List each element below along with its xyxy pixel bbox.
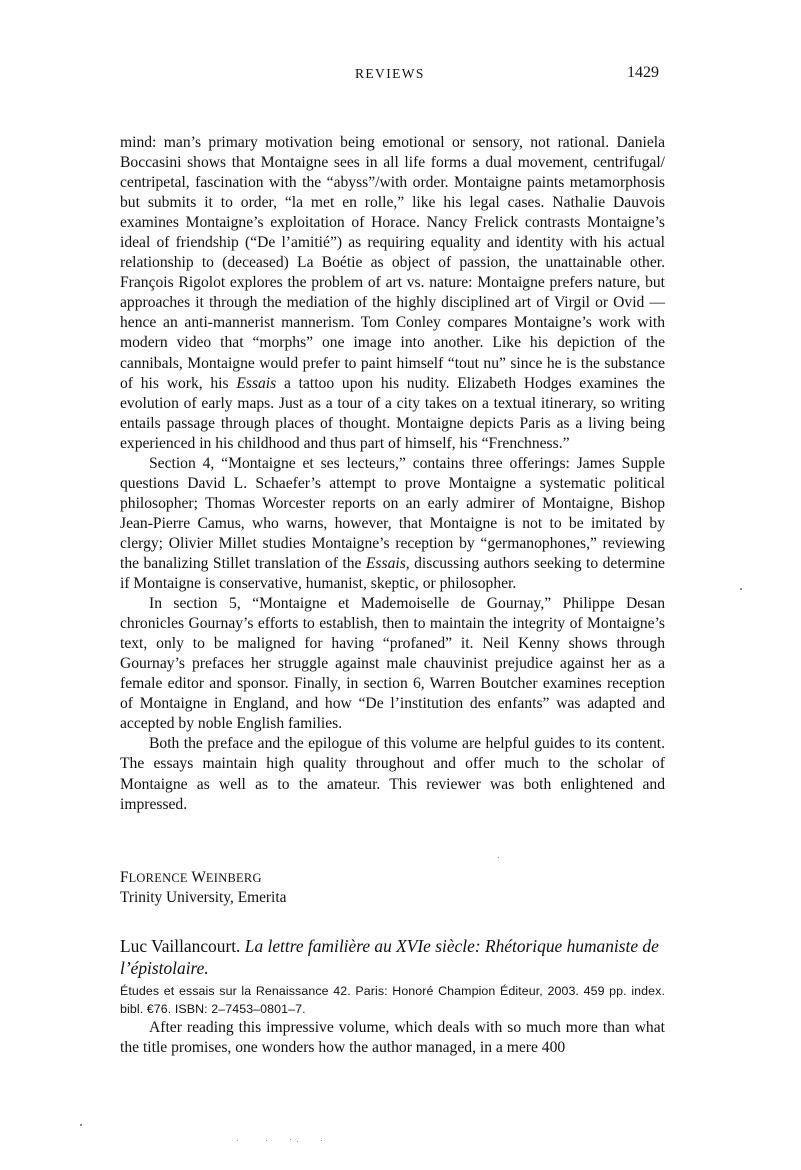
reviewer-affiliation: Trinity University, Emerita — [120, 889, 287, 906]
paragraph: Section 4, “Montaigne et ses lecteurs,” contains three offerings: James Supple questions David L. Schaefer’s attempt to prove Montaigne a systematic political philosopher; Thomas Worcester reports on an early admirer of Montaigne, Bishop Jean-Pierre Camus, who warns, however, that Montaigne is not to be imitated by clergy; Olivier Millet studies Montaigne’s reception by “germanophones,” reviewing the banalizing Stillet translation of the Essais, discussing authors seeking to determine if Montaigne is conservative, humanist, skeptic, or philosopher. — [120, 454, 665, 593]
scan-speck — [297, 1141, 298, 1142]
scan-speck — [237, 1140, 238, 1141]
reviewer-name: FLORENCE WEINBERG — [120, 869, 262, 886]
scan-speck — [740, 588, 742, 590]
review-body — [120, 133, 665, 815]
italic-title: Essais, — [365, 554, 410, 572]
page-number: 1429 — [627, 64, 659, 81]
citation-heading — [120, 935, 665, 979]
scan-speck — [266, 1140, 267, 1141]
italic-title: Essais — [236, 374, 277, 392]
scan-speck — [321, 1140, 322, 1141]
paragraph: In section 5, “Montaigne et Mademoiselle de Gournay,” Philippe Desan chronicles Gournay’s efforts to establish, then to maintain the integrity of Montaigne’s text, only to be maligned for having “profaned” it. Neil Kenny shows through Gournay’s prefaces her struggle against male chauvinist prejudice against her as a female editor and sponsor. Finally, in section 6, Warren Boutcher examines reception of Montaigne in England, and how “De l’institution des enfants” was adapted and accepted by noble English families. — [120, 595, 665, 733]
publication-info: Études et essais sur la Renaissance 42. Paris: Honoré Champion Éditeur, 2003. 459 pp. index. bibl. €76. ISBN: 2–7453–0801–7. — [120, 984, 665, 1016]
scan-speck — [498, 857, 499, 858]
scan-speck — [290, 1139, 291, 1140]
scan-speck — [80, 1124, 82, 1126]
book-author: Luc Vaillancourt. — [120, 936, 241, 956]
running-header: REVIEWS — [355, 66, 425, 81]
book-title: La lettre familière au XVIe siècle: Rhétorique humaniste de l’épistolaire. — [120, 936, 659, 978]
paragraph: mind: man’s primary motivation being emotional or sensory, not rational. Daniela Boccasini shows that Montaigne sees in all life forms a dual movement, centrifugal/ centripetal, fascination with the “abyss”/with order. Montaigne paints metamorphosis but submits it to order, “la met en rolle,” like his legal cases. Nathalie Dauvois examines Montaigne’s exploitation of Horace. Nancy Frelick contrasts Montaigne’s ideal of friendship (“De l’amitié”) as requiring equality and identity with his actual relationship to (deceased) La Boétie as object of passion, the unattainable other. François Rigolot explores the problem of art vs. nature: Montaigne prefers nature, but approaches it through the mediation of the highly disciplined art of Virgil or Ovid — hence an anti-mannerist mannerism. Tom Conley compares Montaigne’s work with modern video that “morphs” one image into another. Like his depiction of the cannibals, Montaigne would prefer to paint himself “tout nu” since he is the substance of his work, his Essais a tattoo upon his nudity. Elizabeth Hodges examines the evolution of early maps. Just as a tour of a city takes on a textual itinerary, so writing entails passage through places of thought. Montaigne depicts Paris as a living being experienced in his childhood and thus part of himself, his “Frenchness.” — [120, 134, 665, 452]
paragraph: After reading this impressive volume, which deals with so much more than what the title promises, one wonders how the author managed, in a mere 400 — [120, 1019, 665, 1057]
book-citation — [120, 935, 665, 1018]
paragraph: Both the preface and the epilogue of this volume are helpful guides to its content. The essays maintain high quality throughout and offer much to the scholar of Montaigne as well as to the amateur. This reviewer was both enlightened and impressed. — [120, 735, 665, 813]
reviewer-signature — [120, 868, 286, 908]
new-review-body — [120, 1018, 665, 1058]
